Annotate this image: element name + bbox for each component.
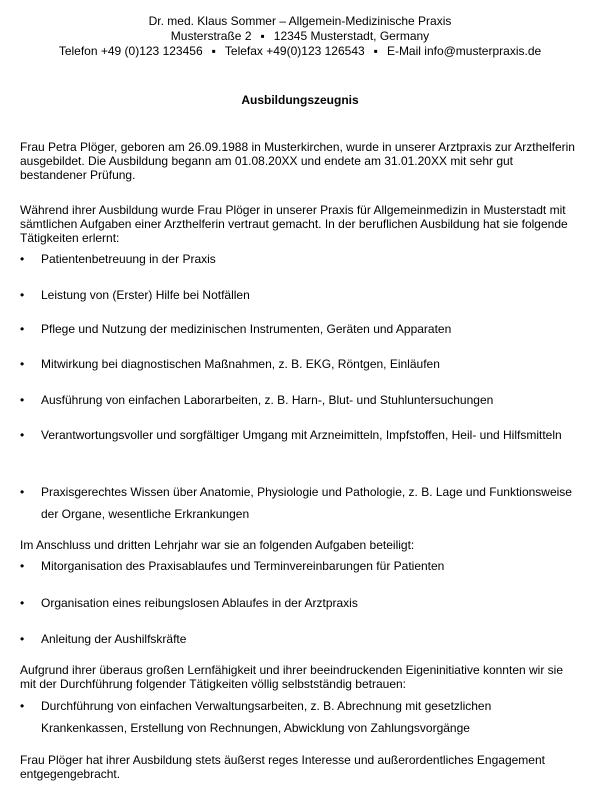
- practice-name: Dr. med. Klaus Sommer – Allgemein-Medizinische Praxis: [148, 14, 452, 28]
- bullet-icon: •: [20, 357, 25, 371]
- list-item-text: Anleitung der Aushilfskräfte: [41, 632, 187, 646]
- separator-icon: ▪: [260, 29, 265, 43]
- list-item-text: Verantwortungsvoller und sorgfältiger Umgang mit Arzneimitteln, Impfstoffen, Heil- und Hilfsmitteln: [41, 428, 562, 442]
- street: Musterstraße 2: [170, 29, 252, 43]
- bullet-icon: •: [20, 322, 25, 336]
- address-line: [0, 29, 600, 44]
- fax: Telefax +49(0)123 126543: [224, 44, 365, 58]
- list-item-text: Mitwirkung bei diagnostischen Maßnahmen, z. B. EKG, Röntgen, Einläufen: [41, 357, 440, 371]
- bullet-icon: •: [20, 428, 25, 442]
- list-item-text: Mitorganisation des Praxisablaufes und Terminvereinbarungen für Patienten: [41, 559, 445, 573]
- list-item-text: Patientenbetreuung in der Praxis: [41, 252, 216, 266]
- list-item-text: Leistung von (Erster) Hilfe bei Notfällen: [41, 288, 250, 302]
- list-item-text: Ausführung von einfachen Laborarbeiten, z. B. Harn-, Blut- und Stuhluntersuchungen: [41, 393, 494, 407]
- training-intro-paragraph: Während ihrer Ausbildung wurde Frau Plöger in unserer Praxis für Allgemeinmedizin in Musterstadt mit sämtlichen Aufgaben einer Arzthelferin vertraut gemacht. In der beruflichen Ausbildung hat sie folgende Tätigkeiten erlernt:: [20, 203, 568, 245]
- list-item-text: Praxisgerechtes Wissen über Anatomie, Physiologie und Pathologie, z. B. Lage und Funktionsweise der Organe, wesentliche Erkrankungen: [41, 485, 572, 521]
- third-year-paragraph: Im Anschluss und dritten Lehrjahr war sie an folgenden Aufgaben beteiligt:: [20, 538, 415, 552]
- bullet-icon: •: [20, 393, 25, 407]
- bullet-icon: •: [20, 252, 25, 266]
- bullet-icon: •: [20, 485, 25, 499]
- document-title: Ausbildungszeugnis: [241, 93, 359, 107]
- separator-icon: ▪: [373, 44, 378, 58]
- list-item-text: Organisation eines reibungslosen Ablaufes in der Arztpraxis: [41, 596, 358, 610]
- city: 12345 Musterstadt, Germany: [273, 29, 430, 43]
- list-item-text: Durchführung von einfachen Verwaltungsarbeiten, z. B. Abrechnung mit gesetzlichen Krankenkassen, Erstellung von Rechnungen, Abwicklung von Zahlungsvorgänge: [41, 699, 492, 735]
- bullet-icon: •: [20, 632, 25, 646]
- list-item-text: Pflege und Nutzung der medizinischen Instrumenten, Geräten und Apparaten: [41, 322, 452, 336]
- bullet-icon: •: [20, 699, 25, 713]
- intro-paragraph: Frau Petra Plöger, geboren am 26.09.1988 in Musterkirchen, wurde in unserer Arztpraxis zur Arzthelferin ausgebildet. Die Ausbildung begann am 01.08.20XX und endete am 31.01.20XX mit sehr gut bestandener Prüfung.: [20, 140, 575, 182]
- independent-intro-paragraph: Aufgrund ihrer überaus großen Lernfähigkeit und ihrer beeindruckenden Eigeninitiative konnten wir sie mit der Durchführung folgender Tätigkeiten völlig selbstständig betrauen:: [20, 663, 563, 691]
- contact-line: [0, 44, 600, 59]
- phone: Telefon +49 (0)123 123456: [58, 44, 203, 58]
- closing-paragraph: Frau Plöger hat ihrer Ausbildung stets äußerst reges Interesse und außerordentliches Engagement entgegengebracht.: [20, 753, 545, 781]
- bullet-icon: •: [20, 596, 25, 610]
- bullet-icon: •: [20, 559, 25, 573]
- letterhead: [0, 14, 600, 59]
- bullet-icon: •: [20, 288, 25, 302]
- email: E-Mail info@musterpraxis.de: [386, 44, 542, 58]
- separator-icon: ▪: [211, 44, 216, 58]
